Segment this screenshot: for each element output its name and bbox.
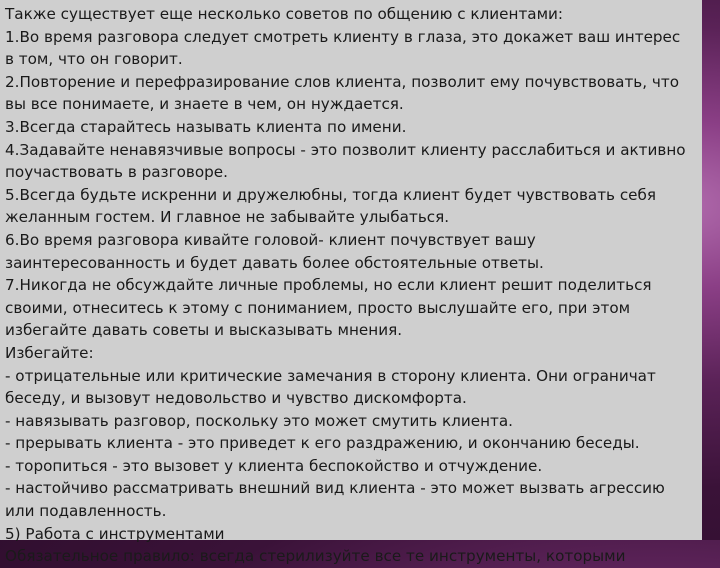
text-line: своими, отнеситесь к этому с пониманием, просто выслушайте его, при этом — [5, 298, 631, 317]
text-line: заинтересованность и будет давать более обстоятельные ответы. — [5, 253, 544, 272]
text-line: - навязывать разговор, поскольку это может смутить клиента. — [5, 411, 513, 430]
text-line: - отрицательные или критические замечания в сторону клиента. Они ограничат — [5, 366, 656, 385]
text-line: желанным гостем. И главное не забывайте улыбаться. — [5, 208, 450, 227]
text-line: Избегайте: — [5, 343, 94, 362]
text-line: 1.Во время разговора следует смотреть клиенту в глаза, это докажет ваш интерес — [5, 27, 681, 46]
text-line: 4.Задавайте ненавязчивые вопросы - это позволит клиенту расслабиться и активно — [5, 140, 686, 159]
text-line: 6.Во время разговора кивайте головой- клиент почувствует вашу — [5, 230, 536, 249]
text-line: избегайте давать советы и высказывать мнения. — [5, 321, 403, 340]
text-line: 5) Работа с инструментами — [5, 524, 225, 543]
text-line: в том, что он говорит. — [5, 50, 183, 69]
text-line: или подавленность. — [5, 502, 167, 521]
text-line: 5.Всегда будьте искренни и дружелюбны, тогда клиент будет чувствовать себя — [5, 185, 657, 204]
text-line: - настойчиво рассматривать внешний вид клиента - это может вызвать агрессию — [5, 479, 665, 498]
text-line: - торопиться - это вызовет у клиента беспокойство и отчуждение. — [5, 456, 543, 475]
text-line: 2.Повторение и перефразирование слов клиента, позволит ему почувствовать, что — [5, 72, 680, 91]
text-line: беседу, и вызовут недовольство и чувство дискомфорта. — [5, 389, 467, 408]
text-line: вы все понимаете, и знаете в чем, он нуждается. — [5, 95, 404, 114]
text-line: Также существует еще несколько советов по общению с клиентами: — [5, 5, 564, 23]
text-line: Обязательное правило: всегда стерилизуйте все те инструменты, которыми — [5, 547, 626, 566]
slide-body-text — [5, 3, 717, 568]
text-line: - прерывать клиента - это приведет к его раздражению, и окончанию беседы. — [5, 434, 640, 453]
text-line: 7.Никогда не обсуждайте личные проблемы, но если клиент решит поделиться — [5, 276, 652, 295]
text-line: 3.Всегда старайтесь называть клиента по имени. — [5, 117, 407, 136]
text-line: поучаствовать в разговоре. — [5, 163, 228, 182]
